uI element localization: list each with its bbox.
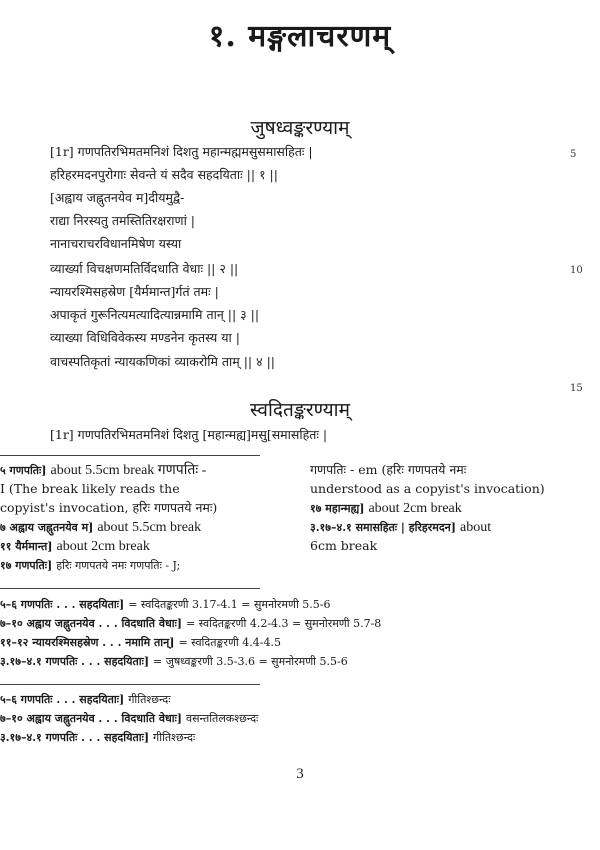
verse-line: न्यायरश्मिसहस्रेण [यैर्ममान्त]र्गतं तमः |	[50, 284, 219, 299]
parallel-entry: ७–१० अह्वाय जह्नुतनयेव . . . विदधाति वेधाः] = स्वदितङ्करणी 4.2-4.3 = सुमनोरमणी 5.7-8	[0, 617, 382, 630]
parallel-entry: ५–६ गणपतिः . . . सहदयिताः] = स्वदितङ्करणी 3.17-4.1 = सुमनोरमणी 5.5-6	[0, 598, 331, 611]
verse-line: व्याख्या विधिविवेकस्य मण्डनेन कृतस्य या |	[50, 330, 240, 345]
apparatus-entry: गणपतिः - em (हरिः गणपतये नमः	[310, 462, 467, 477]
meter-entry: ७–१० अह्वाय जह्नुतनयेव . . . विदधाति वेधाः] वसन्ततिलकश्छन्दः	[0, 712, 259, 725]
apparatus-entry: 6cm break	[310, 538, 378, 553]
apparatus-entry: understood as a copyist's invocation)	[310, 481, 545, 496]
verse-line: नानाचराचरविधानमिषेण यस्या	[50, 236, 182, 251]
apparatus-entry: ७ अह्वाय जह्नुतनयेव म] about 5.5cm break	[0, 520, 202, 535]
meter-entry: ५–६ गणपतिः . . . सहदयिताः] गीतिश्छन्दः	[0, 693, 171, 706]
parallel-entry: ३.१७–४.१ गणपतिः . . . सहदयिताः] = जुषध्वङ्करणी 3.5-3.6 = सुमनोरमणी 5.5-6	[0, 655, 348, 668]
section-heading: जुषध्वङ्करण्याम्	[250, 117, 350, 139]
verse-line: [अह्वाय जह्नुतनयेव म]दीयमुद्वै-	[50, 190, 185, 205]
meter-entry: ३.१७–४.१ गणपतिः . . . सहदयिताः] गीतिश्छन्दः	[0, 731, 196, 744]
apparatus-entry: ११ यैर्ममान्त] about 2cm break	[0, 539, 150, 554]
apparatus-entry: ३.१७–४.१ समासहितः | हरिहरमदन] about	[310, 520, 492, 535]
verse-line: वाचस्पतिकृतां न्यायकणिकां व्याकरोमि ताम् || ४ ||	[50, 354, 275, 369]
footnote-rule	[0, 684, 260, 685]
section-heading: स्वदितङ्करण्याम्	[250, 399, 350, 421]
verse-line: [1r] गणपतिरभिमतमनिशं दिशतु महान्मह्ममसुसमासहितः |	[50, 144, 313, 159]
apparatus-entry: १७ गणपतिः] हरिः गणपतये नमः गणपतिः - J;	[0, 559, 181, 572]
apparatus-entry: ५ गणपतिः] about 5.5cm break गणपतिः -	[0, 463, 207, 478]
apparatus-entry: copyist's invocation, हरिः गणपतये नमः)	[0, 500, 218, 515]
verse-line: अपाकृतं गुरूनित्यमत्यादित्यान्नमामि तान् || ३ ||	[50, 307, 260, 322]
line-number: 10	[570, 265, 583, 276]
footnote-rule	[0, 588, 260, 589]
verse-line: हरिहरमदनपुरोगाः सेवन्ते यं सदैव सहदयिताः || १ ||	[50, 167, 278, 182]
apparatus-entry: I (The break likely reads the	[0, 481, 180, 496]
verse-line: राद्या निरस्यतु तमस्तितिरक्षराणां |	[50, 213, 196, 228]
parallel-entry: ११–१२ न्यायरश्मिसहस्रेण . . . नमामि तान्] = स्वदितङ्करणी 4.4-4.5	[0, 636, 281, 649]
line-number: 5	[570, 149, 577, 160]
verse-line: [1r] गणपतिरभिमतमनिशं दिशतु [महान्मह्य]मसु[समासहितः |	[50, 427, 328, 442]
page-title: १. मङ्गलाचरणम्	[208, 19, 392, 54]
page-number: 3	[296, 766, 304, 782]
apparatus-entry: १७ महान्मह्य] about 2cm break	[310, 501, 462, 516]
line-number: 15	[570, 383, 583, 394]
verse-line: व्यार्ख्या विचक्षणमतिर्विदधाति वेधाः || २ ||	[50, 261, 239, 276]
footnote-rule	[0, 455, 260, 456]
